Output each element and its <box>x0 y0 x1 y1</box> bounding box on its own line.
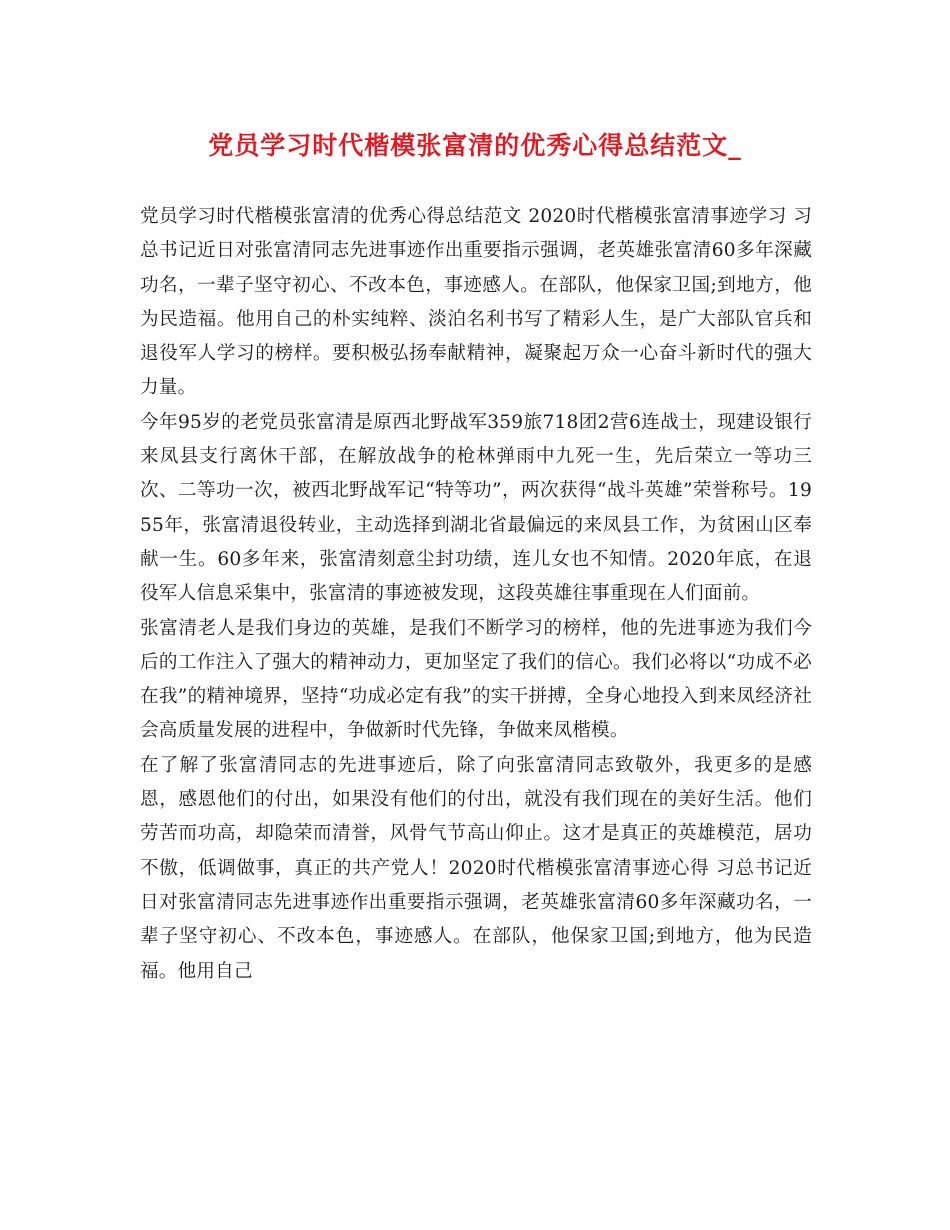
paragraph-3: 张富清老人是我们身边的英雄，是我们不断学习的榜样，他的先进事迹为我们今后的工作注入了强大的精神动力，更加坚定了我们的信心。我们必将以“功成不必在我”的精神境界，坚持“功成必定有我”的实干拼搏，全身心地投入到来凤经济社会高质量发展的进程中，争做新时代先锋，争做来凤楷模。 <box>140 617 812 742</box>
paragraph-4: 在了解了张富清同志的先进事迹后，除了向张富清同志致敬外，我更多的是感恩，感恩他们的付出，如果没有他们的付出，就没有我们现在的美好生活。他们劳苦而功高，却隐荣而清誉，风骨气节高山仰止。这才是真正的英雄模范，居功不傲，低调做事，真正的共产党人！2020时代楷模张富清事迹心得 习总书记近日对张富清同志先进事迹作出重要指示强调，老英雄张富清60多年深藏功名，一辈子坚守初心、不改本色，事迹感人。在部队，他保家卫国;到地方，他为民造福。他用自己 <box>140 754 812 982</box>
paragraph-2: 今年95岁的老党员张富清是原西北野战军359旅718团2营6连战士，现建设银行来凤县支行离休干部，在解放战争的枪林弹雨中九死一生，先后荣立一等功三次、二等功一次，被西北野战军记“特等功”，两次获得“战斗英雄”荣誉称号。1955年，张富清退役转业，主动选择到湖北省最偏远的来凤县工作，为贫困山区奉献一生。60多年来，张富清刻意尘封功绩，连儿女也不知情。2020年底，在退役军人信息采集中，张富清的事迹被发现，这段英雄往事重现在人们面前。 <box>140 411 812 605</box>
document-body <box>140 200 812 989</box>
paragraph-1: 党员学习时代楷模张富清的优秀心得总结范文 2020时代楷模张富清事迹学习 习总书记近日对张富清同志先进事迹作出重要指示强调，老英雄张富清60多年深藏功名，一辈子坚守初心、不改本色，事迹感人。在部队，他保家卫国;到地方，他为民造福。他用自己的朴实纯粹、淡泊名利书写了精彩人生，是广大部队官兵和退役军人学习的榜样。要积极弘扬奉献精神，凝聚起万众一心奋斗新时代的强大力量。 <box>140 206 812 399</box>
document-title: 党员学习时代楷模张富清的优秀心得总结范文_ <box>208 131 742 160</box>
